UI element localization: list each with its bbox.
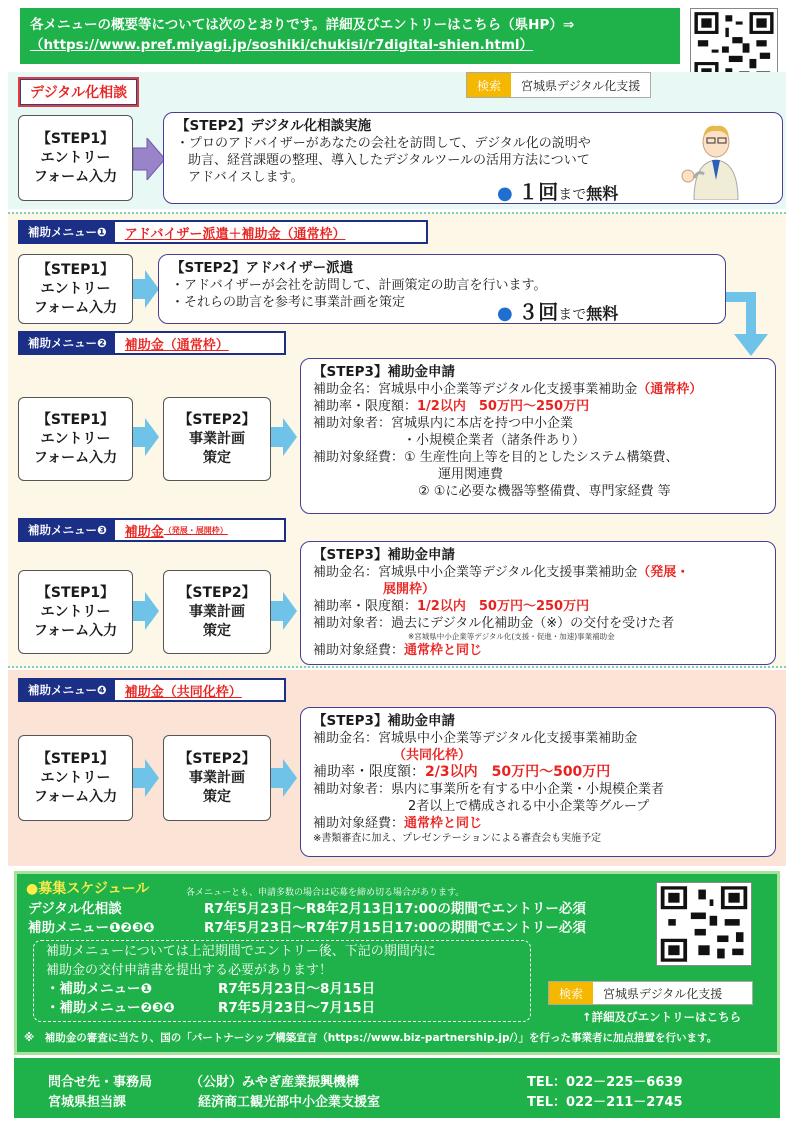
step-line: 事業計画 [189, 769, 245, 786]
expense-value: 通常枠と同じ [404, 643, 483, 658]
right-arrow-icon [133, 270, 159, 308]
subsidy-name: 補助金名：宮城県中小企業等デジタル化支援事業補助金 [313, 382, 638, 397]
contact-dept-tel[interactable]: TEL：022－211－2745 [527, 1095, 683, 1110]
expense-value: 通常枠と同じ [404, 816, 483, 831]
expense-line: ② ①に必要な機器等整備費、専門家経費 等 [418, 484, 671, 499]
card-line: 助言、経営課題の整理、導入したデジタルツールの活用方法について [188, 153, 590, 168]
step-line: 策定 [203, 622, 231, 639]
contact-office-name: （公財）みやぎ産業振興機構 [190, 1075, 360, 1090]
partnership-footnote: ※ 補助金の審査に当たり、国の「パートナーシップ構築宣言（https://www.biz-partnership.jp/）」を行った事業者に加点措置を行います。 [24, 1032, 718, 1044]
menu2-step1-box [18, 397, 133, 481]
expense-line: 補助対象経費：① 生産性向上等を目的としたシステム構築費、 [313, 450, 679, 465]
menu4-title-bar [18, 678, 286, 702]
schedule-inner-menu1-label: ・補助メニュー❶ [46, 981, 152, 997]
rate-label: 補助率・限度額： [313, 764, 425, 780]
menu2-value: 補助金（通常枠） [124, 337, 229, 353]
step-label: 【STEP1】 [36, 411, 115, 428]
search-badge-key: 検索 [467, 73, 511, 97]
contact-label-dept: 宮城県担当課 [48, 1095, 127, 1110]
menu4-step3-card [300, 707, 776, 857]
free-count-badge [497, 296, 618, 325]
top-banner [20, 8, 680, 64]
detail-entry-link[interactable]: ↑詳細及びエントリーはこちら [582, 1010, 742, 1024]
free-until: まで [558, 307, 587, 323]
subsidy-name: 補助金名：宮城県中小企業等デジタル化支援事業補助金 [313, 731, 638, 746]
search-badge-bottom [548, 981, 753, 1005]
free-until: まで [558, 187, 587, 203]
step-line: エントリー [40, 430, 111, 447]
expense-label: 補助対象経費： [313, 816, 405, 831]
right-arrow-icon [133, 418, 159, 456]
step-line: フォーム入力 [33, 299, 118, 316]
step-line: フォーム入力 [33, 622, 118, 639]
menu2-step2-box [163, 397, 271, 481]
step-label: 【STEP1】 [36, 261, 115, 278]
menu2-title-bar [18, 331, 286, 355]
menu2-step3-card [300, 358, 776, 514]
search-badge-key: 検索 [549, 982, 593, 1004]
menu3-value-main: 補助金 [124, 524, 164, 540]
step-line: 事業計画 [189, 430, 245, 447]
step-line: フォーム入力 [33, 168, 118, 185]
rate-value: 1/2以内 50万円～250万円 [417, 399, 590, 414]
subsidy-frame: （発展・ [637, 565, 690, 580]
banner-line1: 各メニューの概要等については次のとおりです。詳細及びエントリーはこちら（県HP）⇒ [30, 17, 575, 33]
subsidy-frame: （通常枠） [637, 382, 703, 397]
menu3-step1-box [18, 570, 133, 654]
card-title: 【STEP3】補助金申請 [313, 713, 455, 729]
step-label: 【STEP2】 [178, 584, 256, 601]
card-title: 【STEP2】アドバイザー派遣 [171, 260, 354, 276]
subsidy-frame: （共同化枠） [393, 748, 472, 763]
free-label: 無料 [586, 184, 619, 203]
step-line: フォーム入力 [33, 788, 118, 805]
target-line: 補助対象者：過去にデジタル化補助金（※）の交付を受けた者 [313, 616, 675, 631]
card-line: ・アドバイザーが会社を訪問して、計画策定の助言を行います。 [171, 278, 547, 293]
menu3-title-bar [18, 518, 286, 542]
advisor-person-icon [680, 118, 750, 200]
rate-label: 補助率・限度額： [313, 599, 418, 614]
schedule-row1-label: デジタル化相談 [28, 901, 122, 917]
right-arrow-icon [133, 592, 159, 630]
step-label: 【STEP1】 [36, 130, 115, 147]
menu3-step2-box [163, 570, 271, 654]
right-arrow-icon [271, 592, 297, 630]
menu2-key: 補助メニュー❷ [20, 333, 115, 353]
menu3-key: 補助メニュー❸ [20, 520, 115, 540]
schedule-inner-line2: 補助金の交付申請書を提出する必要があります！ [46, 963, 333, 978]
subsidy-frame-cont: 展開枠） [383, 582, 436, 597]
target-line: 2者以上で構成される中小企業等グループ [408, 799, 650, 814]
rate-value: 2/3以内 50万円～500万円 [425, 764, 611, 780]
review-note: ※書類審査に加え、プレゼンテーションによる審査会も実施予定 [313, 833, 602, 844]
contact-office-tel[interactable]: TEL：022－225－6639 [527, 1075, 683, 1090]
menu1-key: 補助メニュー❶ [20, 222, 115, 242]
step-line: 策定 [203, 788, 231, 805]
section-title-digital-consult: デジタル化相談 [18, 77, 139, 107]
step-label: 【STEP2】 [178, 411, 256, 428]
free-count: １回 [518, 180, 559, 204]
banner-url-link[interactable]: （https://www.pref.miyagi.jp/soshiki/chukisi/r7digital-shien.html） [30, 37, 534, 53]
rate-value: 1/2以内 50万円～250万円 [417, 599, 590, 614]
card-title: 【STEP2】デジタル化相談実施 [176, 118, 372, 134]
step-line: エントリー [40, 149, 111, 166]
step-line: エントリー [40, 603, 111, 620]
bullet-icon: ● [497, 183, 513, 204]
step-label: 【STEP2】 [178, 750, 256, 767]
expense-line: 運用関連費 [438, 467, 504, 482]
contact-label-office: 問合せ先・事務局 [48, 1075, 153, 1090]
expense-label: 補助対象経費： [313, 643, 405, 658]
schedule-title: ●募集スケジュール [26, 881, 150, 897]
step-line: 事業計画 [189, 603, 245, 620]
right-arrow-icon [271, 759, 297, 797]
right-arrow-icon [133, 138, 165, 180]
free-count-badge [497, 176, 618, 205]
free-count: ３回 [518, 300, 559, 324]
schedule-inner-line1: 補助メニューについては上記期間でエントリー後、下記の期間内に [46, 944, 436, 959]
right-arrow-icon [133, 759, 159, 797]
schedule-inner-menu234-value: R7年5月23日～7月15日 [218, 1000, 376, 1016]
menu1-value: アドバイザー派遣＋補助金（通常枠） [124, 226, 346, 242]
menu4-value: 補助金（共同化枠） [124, 684, 242, 700]
menu3-step3-card [300, 541, 776, 665]
target-note: ※宮城県中小企業等デジタル化(支援・促進・加速)事業補助金 [408, 632, 615, 641]
target-line: ・小規模企業者（諸条件あり） [403, 433, 586, 448]
card-title: 【STEP3】補助金申請 [313, 547, 455, 563]
menu4-step1-box [18, 735, 133, 821]
target-line: 補助対象者：県内に事業所を有する中小企業・小規模企業者 [313, 782, 665, 797]
step-line: エントリー [40, 769, 111, 786]
free-label: 無料 [586, 304, 619, 323]
schedule-title-note: 各メニューとも、申請多数の場合は応募を締め切る場合があります。 [186, 888, 465, 898]
down-arrow-icon [726, 286, 776, 358]
right-arrow-icon [271, 418, 297, 456]
schedule-row2-value: R7年5月23日～R7年7月15日17:00の期間でエントリー必須 [204, 920, 586, 936]
menu1-step1-box [18, 254, 133, 324]
schedule-inner-menu1-value: R7年5月23日～8月15日 [218, 981, 376, 997]
qr-code-icon[interactable] [656, 882, 752, 966]
sec1-step1-box [18, 115, 133, 201]
menu4-key: 補助メニュー❹ [20, 680, 115, 700]
menu1-step2-card [158, 254, 726, 324]
contact-dept-name: 経済商工観光部中小企業支援室 [198, 1095, 381, 1110]
target-line: 補助対象者：宮城県内に本店を持つ中小企業 [313, 416, 574, 431]
card-title: 【STEP3】補助金申請 [313, 364, 455, 380]
step-line: エントリー [40, 280, 111, 297]
schedule-row1-value: R7年5月23日～R8年2月13日17:00の期間でエントリー必須 [204, 901, 586, 917]
card-line: ・プロのアドバイザーがあなたの会社を訪問して、デジタル化の説明や [176, 136, 591, 151]
schedule-row2-label: 補助メニュー❶❷❸❹ [28, 920, 155, 936]
card-line: アドバイスします。 [188, 170, 304, 185]
card-line: ・それらの助言を参考に事業計画を策定 [171, 295, 406, 310]
subsidy-name: 補助金名：宮城県中小企業等デジタル化支援事業補助金 [313, 565, 638, 580]
step-line: 策定 [203, 449, 231, 466]
search-badge-value: 宮城県デジタル化支援 [593, 982, 752, 1004]
bullet-icon: ● [497, 303, 513, 324]
menu4-step2-box [163, 735, 271, 821]
step-line: フォーム入力 [33, 449, 118, 466]
step-label: 【STEP1】 [36, 584, 115, 601]
rate-label: 補助率・限度額： [313, 399, 418, 414]
menu1-title-bar [18, 220, 428, 244]
schedule-inner-menu234-label: ・補助メニュー❷❸❹ [46, 1000, 175, 1016]
search-badge-value: 宮城県デジタル化支援 [511, 73, 650, 97]
menu3-value-sub: （発展・展開枠） [163, 525, 228, 535]
search-badge-top [466, 72, 651, 98]
step-label: 【STEP1】 [36, 750, 115, 767]
menu3-value [115, 520, 238, 540]
